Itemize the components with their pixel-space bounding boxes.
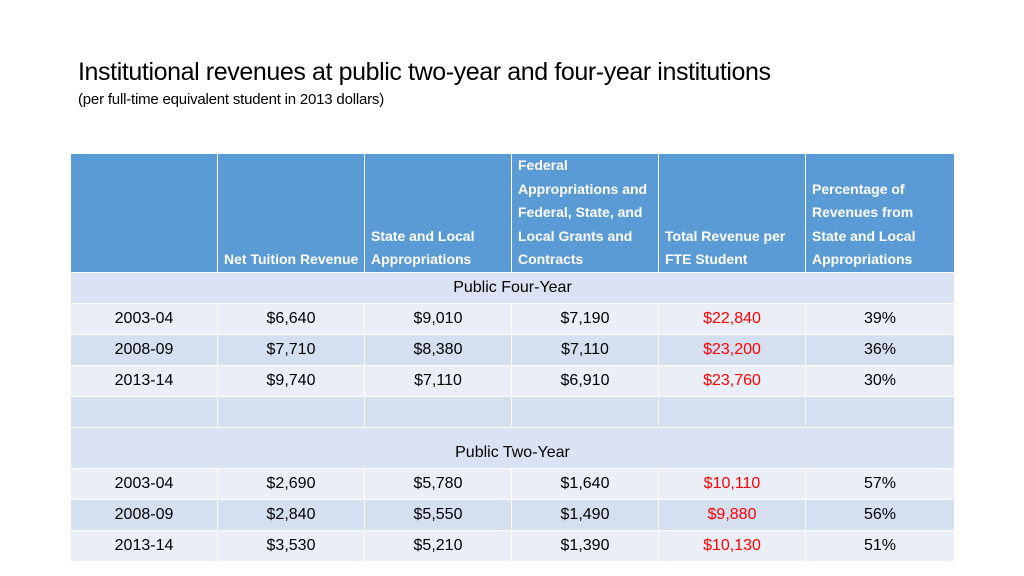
total-cell: $23,200 (659, 334, 806, 365)
value-cell: $5,210 (365, 530, 512, 561)
year-cell: 2013-14 (71, 365, 218, 396)
percent-cell: 39% (806, 303, 955, 334)
section-row-four-year (71, 272, 955, 303)
column-header-percentage: Percentage of Revenues from State and Local Appropriations (806, 154, 955, 273)
table-header-row (71, 154, 955, 273)
total-cell: $9,880 (659, 499, 806, 530)
column-header-net-tuition: Net Tuition Revenue (218, 154, 365, 273)
table-row (71, 530, 955, 561)
percent-cell: 36% (806, 334, 955, 365)
table-row (71, 365, 955, 396)
table-row (71, 334, 955, 365)
value-cell: $6,910 (512, 365, 659, 396)
empty-cell (659, 396, 806, 427)
value-cell: $9,740 (218, 365, 365, 396)
total-cell: $10,110 (659, 468, 806, 499)
value-cell: $6,640 (218, 303, 365, 334)
empty-cell (365, 396, 512, 427)
value-cell: $5,780 (365, 468, 512, 499)
empty-cell (71, 396, 218, 427)
value-cell: $5,550 (365, 499, 512, 530)
year-cell: 2003-04 (71, 468, 218, 499)
column-header-year (71, 154, 218, 273)
slide-title: Institutional revenues at public two-year and four-year institutions (78, 58, 771, 86)
revenue-table (70, 153, 955, 562)
empty-cell (218, 396, 365, 427)
value-cell: $2,840 (218, 499, 365, 530)
table-row (71, 303, 955, 334)
percent-cell: 56% (806, 499, 955, 530)
year-cell: 2003-04 (71, 303, 218, 334)
year-cell: 2008-09 (71, 334, 218, 365)
value-cell: $8,380 (365, 334, 512, 365)
value-cell: $1,390 (512, 530, 659, 561)
value-cell: $3,530 (218, 530, 365, 561)
percent-cell: 30% (806, 365, 955, 396)
section-row-two-year (71, 427, 955, 468)
empty-cell (512, 396, 659, 427)
section-label: Public Two-Year (71, 427, 955, 468)
empty-cell (806, 396, 955, 427)
column-header-total-revenue: Total Revenue per FTE Student (659, 154, 806, 273)
value-cell: $7,710 (218, 334, 365, 365)
percent-cell: 51% (806, 530, 955, 561)
total-cell: $22,840 (659, 303, 806, 334)
column-header-federal-grants: Federal Appropriations and Federal, State, and Local Grants and Contracts (512, 154, 659, 273)
table-row (71, 468, 955, 499)
spacer-row (71, 396, 955, 427)
table-row (71, 499, 955, 530)
total-cell: $23,760 (659, 365, 806, 396)
column-header-state-local-appropriations: State and Local Appropriations (365, 154, 512, 273)
slide-subtitle: (per full-time equivalent student in 2013 dollars) (78, 91, 385, 108)
year-cell: 2008-09 (71, 499, 218, 530)
value-cell: $1,640 (512, 468, 659, 499)
value-cell: $1,490 (512, 499, 659, 530)
value-cell: $7,190 (512, 303, 659, 334)
total-cell: $10,130 (659, 530, 806, 561)
section-label: Public Four-Year (71, 272, 955, 303)
value-cell: $7,110 (365, 365, 512, 396)
percent-cell: 57% (806, 468, 955, 499)
year-cell: 2013-14 (71, 530, 218, 561)
value-cell: $2,690 (218, 468, 365, 499)
value-cell: $7,110 (512, 334, 659, 365)
value-cell: $9,010 (365, 303, 512, 334)
